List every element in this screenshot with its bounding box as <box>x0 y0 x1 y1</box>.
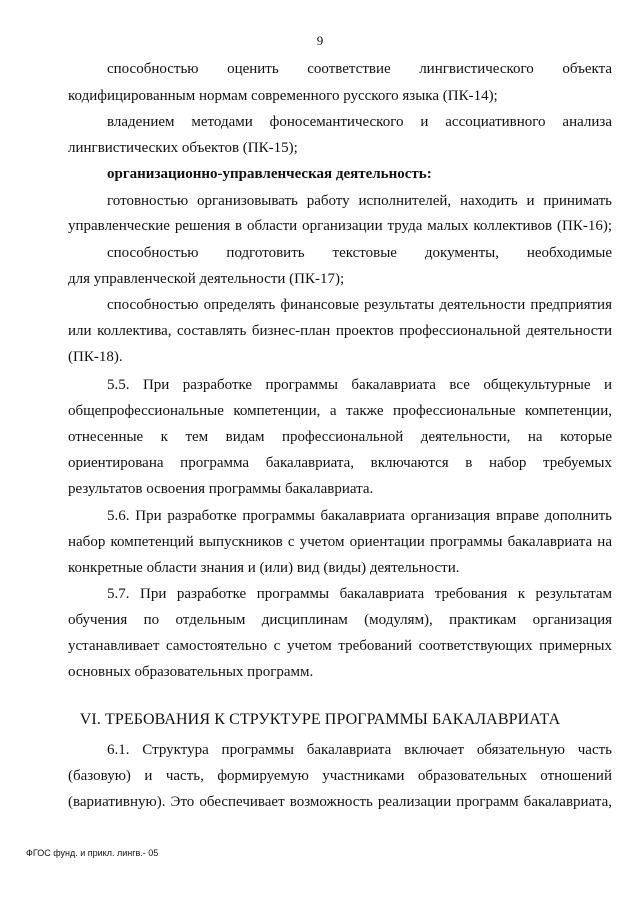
text-line: способностью определять финансовые результаты деятельности предприятия <box>107 297 612 313</box>
text-line: (базовую) и часть, формируемую участниками образовательных отношений <box>68 768 612 784</box>
text-line: ориентирована программа бакалавриата, включаются в набор требуемых <box>68 455 612 471</box>
page-number: 9 <box>316 33 324 48</box>
text-line: общепрофессиональные компетенции, а также профессиональные компетенции, <box>68 403 612 419</box>
text-line: 6.1. Структура программы бакалавриата включает обязательную часть <box>107 742 612 758</box>
text-line: 5.6. При разработке программы бакалавриата организация вправе дополнить <box>107 508 612 524</box>
text-line: (вариативную). Это обеспечивает возможность реализации программ бакалавриата, <box>68 794 612 810</box>
text-line: управленческие решения в области организации труда малых коллективов (ПК-16); <box>68 218 612 234</box>
text-line: готовностью организовывать работу исполнителей, находить и принимать <box>107 193 612 209</box>
text-line: основных образовательных программ. <box>68 664 314 680</box>
text-line: набор компетенций выпускников с учетом ориентации программы бакалавриата на <box>68 534 612 550</box>
section-heading: VI. ТРЕБОВАНИЯ К СТРУКТУРЕ ПРОГРАММЫ БАКАЛАВРИАТА <box>79 711 561 728</box>
text-line: способностью оценить соответствие лингвистического объекта <box>107 61 612 77</box>
text-line: для управленческой деятельности (ПК-17); <box>68 271 345 287</box>
text-line: 5.5. При разработке программы бакалавриата все общекультурные и <box>107 377 612 393</box>
subsection-heading: организационно-управленческая деятельность: <box>107 166 432 182</box>
text-line: или коллектива, составлять бизнес-план проектов профессиональной деятельности <box>68 323 612 339</box>
text-line: кодифицированным нормам современного русского языка (ПК-14); <box>68 88 498 104</box>
page-footer: ФГОС фунд. и прикл. лингв.- 05 <box>26 848 159 858</box>
text-line: устанавливает самостоятельно с учетом требований соответствующих примерных <box>68 638 612 654</box>
text-line: лингвистических объектов (ПК-15); <box>68 140 298 156</box>
text-line: (ПК-18). <box>68 349 123 365</box>
text-line: владением методами фоносемантического и ассоциативного анализа <box>107 114 612 130</box>
text-line: результатов освоения программы бакалавриата. <box>68 481 374 497</box>
text-line: способностью подготовить текстовые документы, необходимые <box>107 245 612 261</box>
text-line: обучения по отдельным дисциплинам (модулям), практикам организация <box>68 612 612 628</box>
text-line: 5.7. При разработке программы бакалавриата требования к результатам <box>107 586 612 602</box>
text-line: конкретные области знания и (или) вид (виды) деятельности. <box>68 560 460 576</box>
text-line: отнесенные к тем видам профессиональной деятельности, на которые <box>68 429 612 445</box>
